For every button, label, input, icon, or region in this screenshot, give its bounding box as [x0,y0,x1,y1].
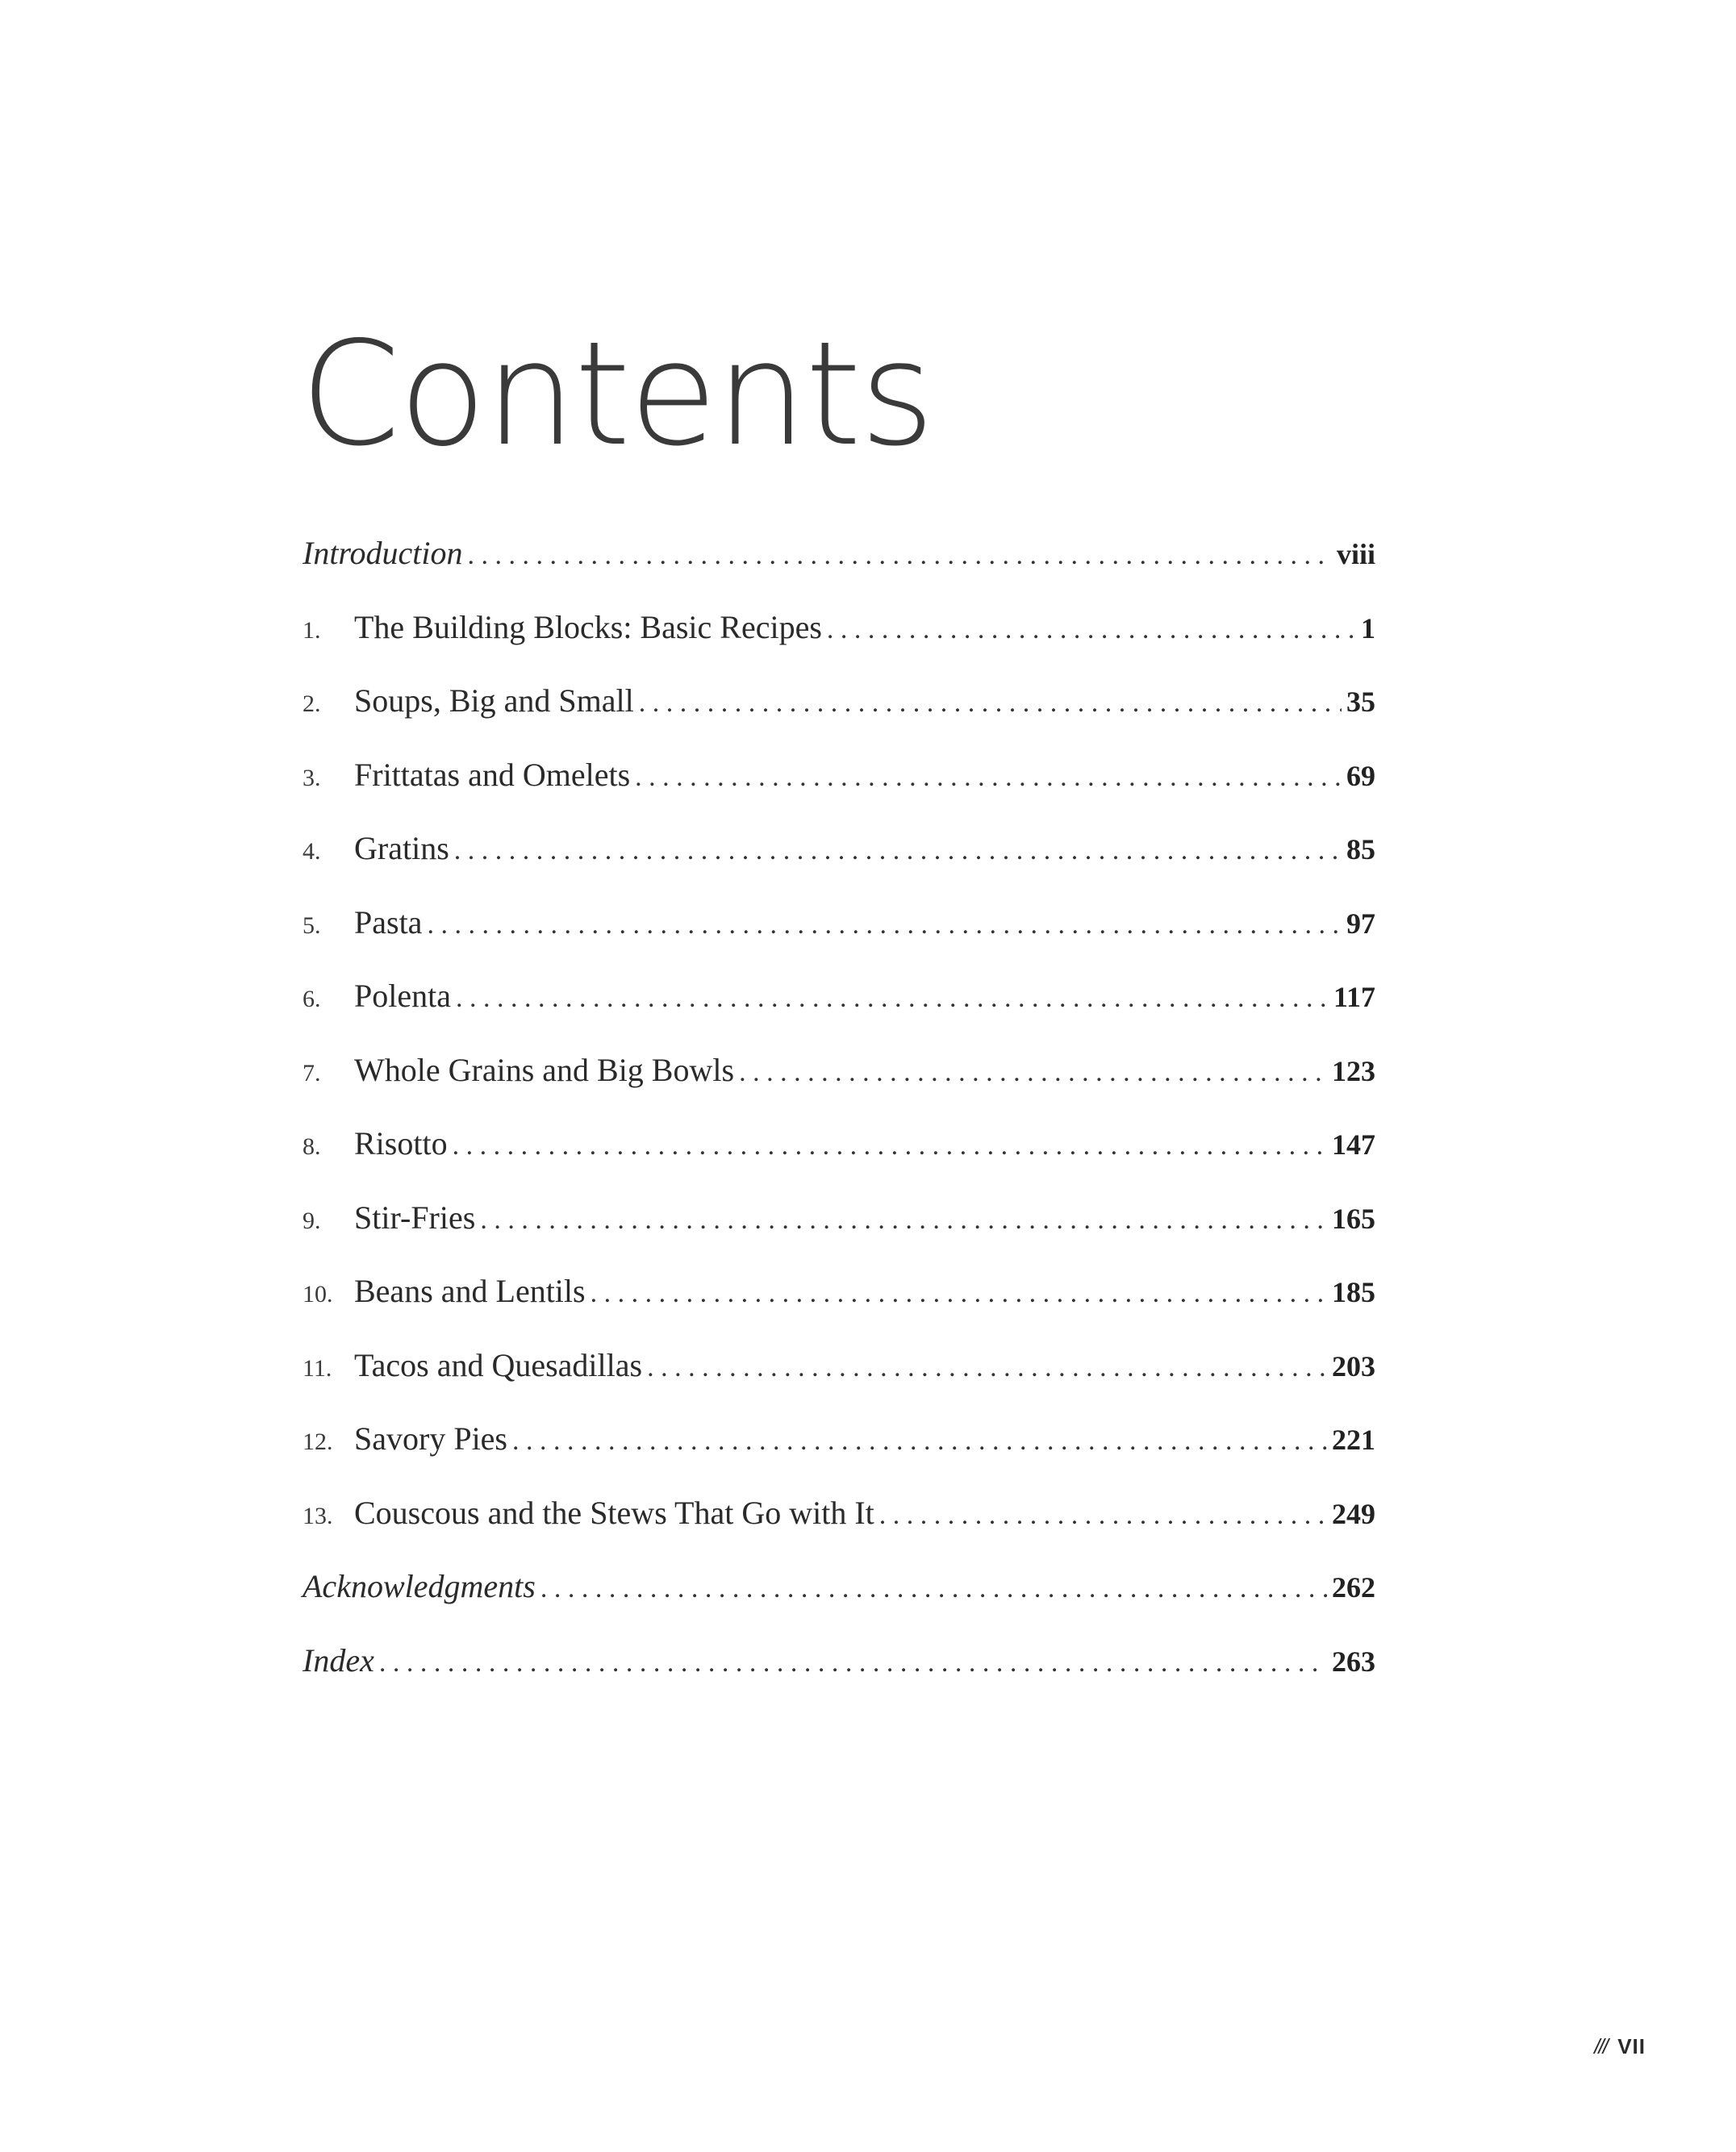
entry-page-number: 69 [1346,759,1375,792]
folio-mark: /// [1594,2034,1607,2058]
toc-entry [303,1402,1375,1476]
toc-entry [303,1033,1375,1107]
dot-leader [540,1552,1327,1626]
entry-page-number: 1 [1361,611,1375,644]
chapter-number: 9. [303,1207,321,1234]
page-title: Contents [300,311,933,478]
entry-title: Acknowledgments [303,1568,536,1604]
entry-title: Index [303,1641,374,1679]
dot-leader [827,593,1356,667]
dot-leader [639,666,1342,740]
dot-leader [427,888,1342,962]
dot-leader [480,1183,1327,1257]
dot-leader [879,1478,1327,1553]
chapter-number: 4. [303,838,321,865]
chapter-number: 3. [303,764,321,791]
entry-page-number: 185 [1332,1276,1375,1308]
table-of-contents [303,516,1375,1697]
chapter-number: 7. [303,1059,321,1086]
toc-entry [303,959,1375,1033]
toc-entry [303,1549,1375,1624]
folio-page-number: VII [1617,2034,1646,2058]
entry-page-number: 263 [1332,1645,1375,1678]
toc-entry [303,1254,1375,1328]
dot-leader [379,1626,1327,1700]
entry-page-number: 97 [1346,907,1375,940]
toc-entry [303,1328,1375,1403]
chapter-number: 10. [303,1281,333,1307]
toc-entry [303,516,1375,590]
chapter-number: 12. [303,1428,333,1455]
entry-page-number: 165 [1332,1202,1375,1235]
page-folio [1594,2034,1646,2059]
entry-title: Savory Pies [354,1420,507,1457]
dot-leader [647,1331,1327,1405]
entry-page-number: 35 [1346,686,1375,718]
entry-page-number: 262 [1332,1571,1375,1604]
dot-leader [512,1404,1327,1478]
entry-title: Pasta [354,903,423,940]
entry-page-number: 123 [1332,1054,1375,1087]
entry-title: Introduction [303,535,463,571]
entry-page-number: 249 [1332,1497,1375,1530]
chapter-number: 6. [303,986,321,1012]
entry-title: Whole Grains and Big Bowls [354,1051,735,1088]
toc-entry [303,738,1375,812]
entry-title: Polenta [354,978,451,1014]
dot-leader [468,519,1332,593]
entry-title: Stir-Fries [354,1199,476,1236]
entry-page-number: 117 [1333,981,1375,1013]
entry-page-number: viii [1336,538,1375,570]
toc-entry [303,811,1375,886]
entry-page-number: 203 [1332,1349,1375,1383]
dot-leader [590,1257,1327,1331]
dot-leader [739,1036,1327,1110]
chapter-number: 8. [303,1133,321,1160]
chapter-number: 2. [303,690,321,717]
entry-title: Frittatas and Omelets [354,756,631,793]
dot-leader [454,814,1342,888]
entry-title: Soups, Big and Small [354,682,634,719]
chapter-number: 13. [303,1502,333,1529]
toc-entry [303,590,1375,665]
entry-page-number: 221 [1332,1424,1375,1456]
chapter-number: 5. [303,911,321,939]
toc-entry [303,664,1375,738]
toc-entry [303,1624,1375,1698]
dot-leader [456,961,1329,1036]
toc-entry [303,1181,1375,1255]
chapter-number: 1. [303,616,321,644]
entry-page-number: 147 [1332,1128,1375,1161]
toc-entry [303,886,1375,960]
toc-entry [303,1107,1375,1181]
entry-page-number: 85 [1346,833,1375,865]
chapter-number: 11. [303,1354,332,1382]
entry-title: Tacos and Quesadillas [354,1346,643,1383]
entry-title: Gratins [354,830,449,866]
dot-leader [453,1109,1327,1183]
entry-title: Beans and Lentils [354,1273,586,1309]
entry-title: The Building Blocks: Basic Recipes [354,608,822,645]
entry-title: Couscous and the Stews That Go with It [354,1494,874,1531]
dot-leader [635,740,1342,815]
toc-entry [303,1476,1375,1550]
entry-title: Risotto [354,1125,448,1161]
